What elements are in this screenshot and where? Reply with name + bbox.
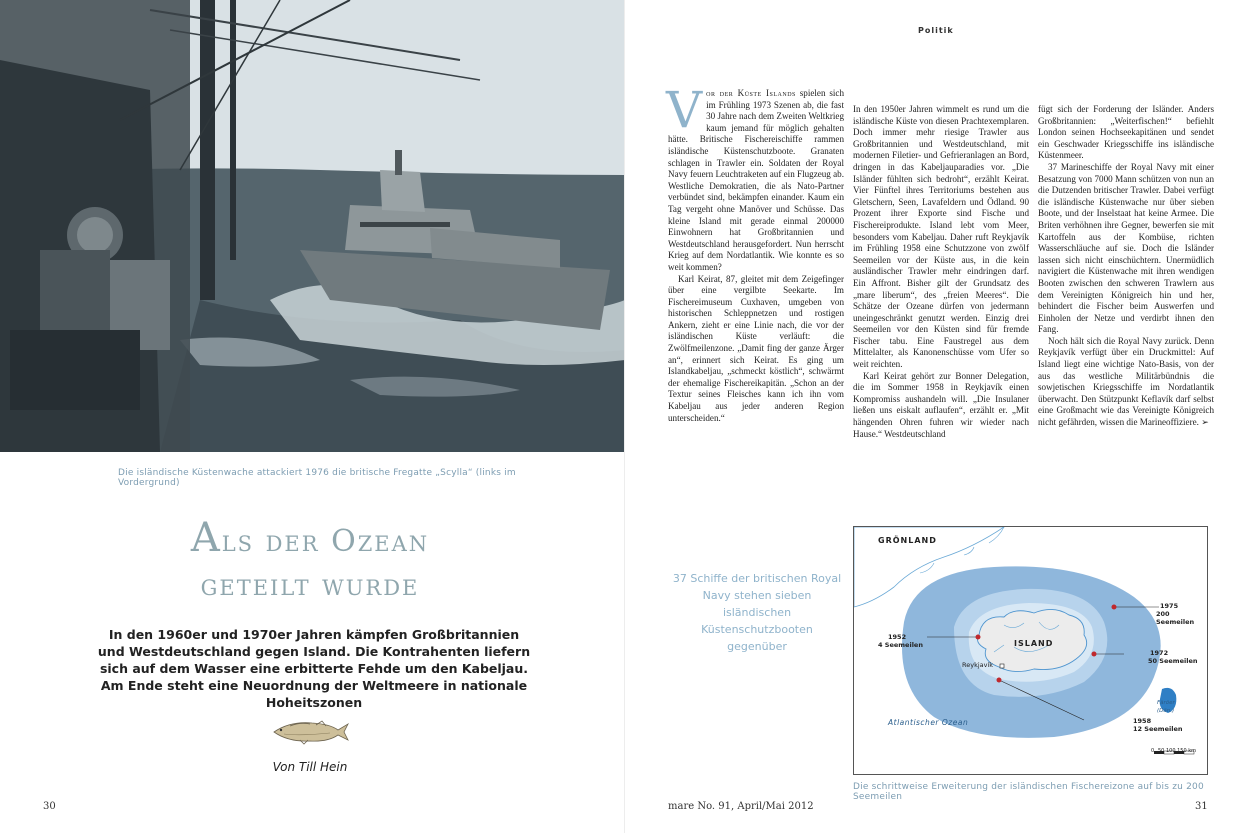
frigate-photo (0, 0, 625, 452)
label-1975-year: 1975 (1160, 602, 1179, 610)
cod-fish-icon (270, 718, 350, 746)
paragraph: Noch hält sich die Royal Navy zurück. Denn Reykjavík verfügt über ein Druckmittel: Auf Island liegt eine wichtige Nato-Basis, von der aus das westliche Militärbündnis die sowjetischen Kriegsschiffe im Nordatlantik überwacht. Den Stützpunkt Keflavík darf selbst eine Großmacht wie das Vereinigte Königreich nicht gefährden, wissen die Marineoffiziere. ➢ (1038, 335, 1214, 428)
map-caption: Die schrittweise Erweiterung der isländischen Fischereizone auf bis zu 200 Seemeilen (853, 782, 1204, 802)
frigate-photo-illustration (0, 0, 625, 452)
text-column-3 (1038, 104, 1214, 429)
paragraph: 37 Marineschiffe der Royal Navy mit einer Besatzung von 7000 Mann schützen von nun an die Dutzenden britischer Trawler. Dabei verfügt die isländische Küstenwache nur über sieben Boote, und der Inselstaat hat keine Armee. Die Briten verhöhnen ihre Gegner, bewerfen sie mit Kartoffeln aus der Kombüse, richten Wasserschläuche auf sie. Doch die Isländer lassen sich nicht einschüchtern. Unermüdlich navigiert die Küstenwache mit ihren wendigen Booten zwischen den schweren Trawlern aus dem Vereinigten Königreich hin und her, behindert die Fischer beim Auswerfen und Einholen der Netze und verdirbt ihnen den Fang. (1038, 161, 1214, 335)
scale-zero: 0 (1151, 748, 1155, 754)
ocean-label: Atlantischer Ozean (888, 718, 969, 727)
paragraph (666, 81, 844, 274)
title-line-1-text: ls der Ozean (221, 524, 430, 559)
label-1958-distance: 12 Seemeilen (1133, 725, 1183, 733)
fishing-zone-map (853, 526, 1208, 775)
paragraph: Karl Keirat, 87, gleitet mit dem Zeigefinger über eine vergilbte Seekarte. Im Fischereimuseum Cuxhaven, umgeben von historischen Schleppnetzen und rostigen Ankern, zieht er eine Linie nach, die vor der isländischen Küste verläuft: die Zwölfmeilenzone. „Damit fing der ganze Ärger an“, erinnert sich Keirat. Es ging um Islandkabeljau, „schmeckt köstlich“, schwärmt der ehemalige Fischereikapitän. „Schon an der Textur seines Fleisches kann ich ihn vom Kabeljau aus jeder anderen Region unterscheiden.“ (668, 273, 844, 423)
issue-line: mare No. 91, April/Mai 2012 (668, 801, 814, 812)
label-1972-distance: 50 Seemeilen (1148, 657, 1198, 665)
faroe-label: Färöer (Dän.) (1157, 700, 1175, 714)
title-initial: A (190, 515, 222, 561)
text-column-1 (666, 81, 844, 424)
greenland-label: GRÖNLAND (878, 536, 937, 545)
scale-label: 50 100 150 km (1158, 748, 1196, 754)
label-1958-year: 1958 (1133, 717, 1152, 725)
paragraph: Karl Keirat gehört zur Bonner Delegation, die im Sommer 1958 in Reykjavík einen Kompromiss aushandeln will. „Die Insulaner ließen uns eiskalt auflaufen“, erzählt er. „Mit hängenden Ohren fuhren wir wieder nach Hause.“ Westdeutschland (853, 370, 1029, 439)
photo-caption: Die isländische Küstenwache attackiert 1976 die britische Fregatte „Scylla“ (links im Vordergrund) (118, 468, 516, 488)
label-1975-distance: 200 Seemeilen (1156, 610, 1195, 626)
paragraph: fügt sich der Forderung der Isländer. Anders Großbritannien: „Weiterfischen!“ befiehlt London seinen Hochseekapitänen und sendet ein Geschwader Kriegsschiffe ins isländische Küstenmeer. (1038, 104, 1214, 161)
title-line-2: geteilt wurde (200, 568, 420, 603)
section-label: Politik (918, 26, 954, 35)
label-1952-year: 1952 (888, 633, 907, 641)
text-column-2 (853, 104, 1029, 440)
label-1972-year: 1972 (1150, 649, 1169, 657)
paragraph: In den 1950er Jahren wimmelt es rund um die isländische Küste von diesen Prachtexemplaren. Doch immer mehr riesige Trawler aus Großbritannien und Westdeutschland, mit modernen Filetier- und Gefrieranlagen an Bord, dringen in das Kabeljauparadies vor. „Die Isländer fühlten sich bedroht“, erzählt Keirat. Vier Fünftel ihres Territoriums bestehen aus Gletschern, Seen, Lavafeldern und Ödland. 90 Prozent ihrer Exporte sind Fische und Fischereiprodukte. Island lebt vom Meer, besonders vom Kabeljau. Daher ruft Reykjavík im Frühling 1958 eine Schutzzone von zwölf Seemeilen vor der Küste aus, in die kein ausländischer Trawler mehr eindringen darf. Ein Affront. Bisher gilt der Grundsatz des „mare liberum“, des „freien Meeres“. Die Schätze der Ozeane dürfen von jedermann uneingeschränkt genutzt werden. Einzig drei Seemeilen vor den Küsten sind für fremde Fischer tabu. Eine Faustregel aus dem Mittelalter, als Kanonenschüsse vom Ufer so weit reichten. (853, 104, 1029, 370)
drop-cap: V (666, 81, 703, 139)
title-line-1 (70, 516, 550, 564)
paragraph-text: spielen sich im Frühling 1973 Szenen ab, die fast 30 Jahre nach dem Zweiten Weltkrieg kaum jemand für möglich gehalten hätte. Britische Fischereischiffe rammen isländische Küstenschutzboote. Granaten schlagen in Trawler ein. Soldaten der Royal Navy feuern Leuchtraketen auf ein Flugzeug ab. Westliche Demokratien, die als Nato-Partner verbündet sind, bekämpfen einander. Kaum ein Tag vergeht ohne Manöver und Schüsse. Das kleine Island mit gerade einmal 200000 Einwohnern hat Großbritannien und Westdeutschland herausgefordert. Nun herrscht Krieg auf dem Nordatlantik. Wie konnte es so weit kommen? (668, 88, 844, 272)
page-number-left: 30 (43, 801, 56, 812)
label-1952-distance: 4 Seemeilen (878, 641, 923, 649)
article-lede: In den 1960er und 1970er Jahren kämpfen Großbritannien und Westdeutschland gegen Island. Die Kontrahenten liefern sich auf dem Wasser eine erbitterte Fehde um den Kabeljau. Am Ende steht eine Neuordnung der Weltmeere in nationale Hoheitszonen (97, 627, 531, 710)
reykjavik-label: Reykjavík (962, 661, 994, 669)
article-title (70, 516, 550, 608)
page-number-right: 31 (1195, 801, 1208, 812)
pull-quote: 37 Schiffe der britischen Royal Navy stehen sieben isländischen Küstenschutzbooten gegenüber (672, 572, 842, 653)
iceland-label: ISLAND (1014, 639, 1054, 648)
byline: Von Till Hein (272, 760, 348, 774)
lead-in: or der Küste Islands (706, 88, 796, 98)
